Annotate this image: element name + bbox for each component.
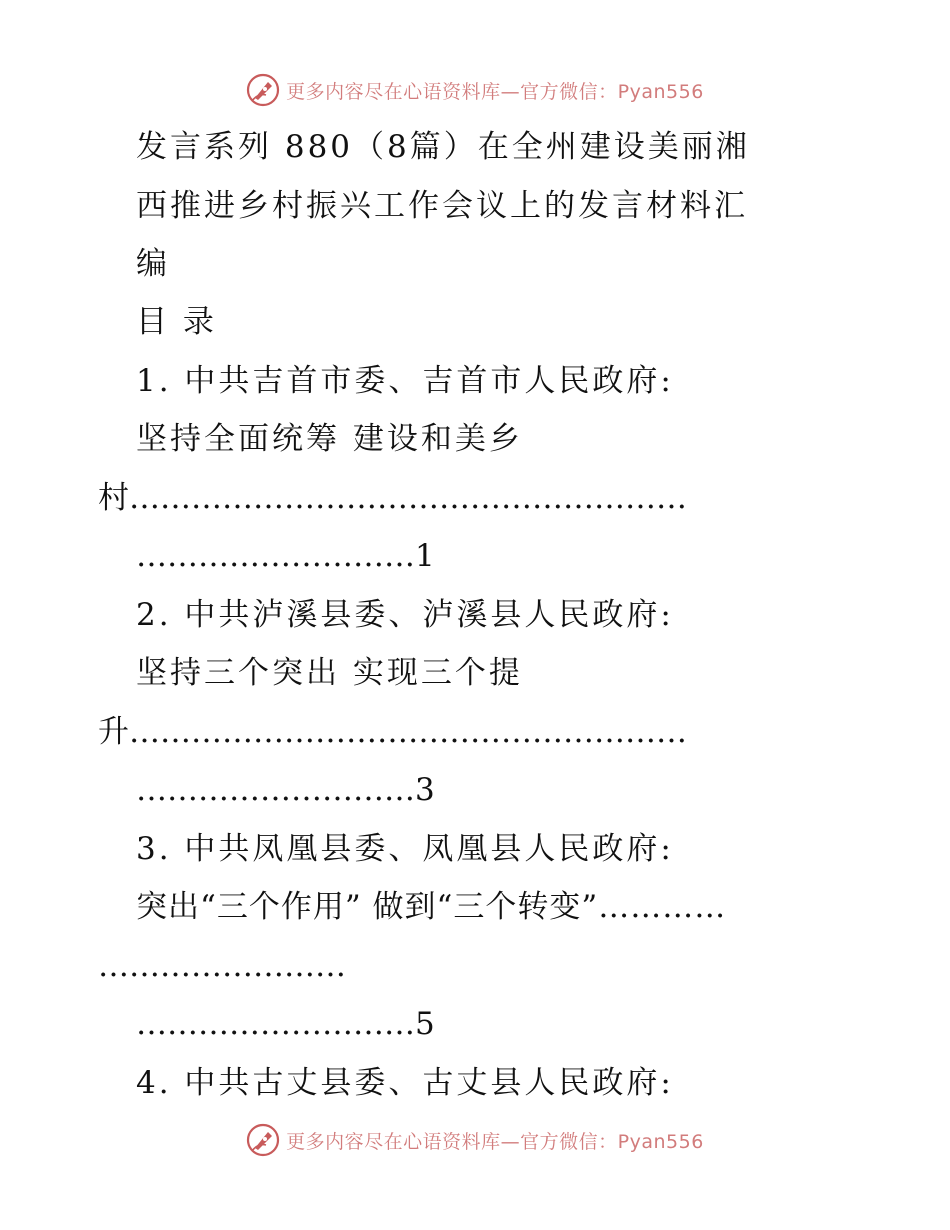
- toc-entry-3-leader: ……………………: [98, 948, 346, 984]
- watermark-text: 更多内容尽在心语资料库—官方微信：Pyan556: [286, 1130, 704, 1153]
- toc-heading: 目 录: [136, 304, 217, 340]
- toc-entry-2-page: ………………………3: [136, 772, 435, 808]
- toc-entry-3-org: 3. 中共凤凰县委、凤凰县人民政府:: [136, 831, 674, 867]
- toc-entry-2-leader: 升………………………………………………: [98, 714, 687, 750]
- toc-entry-1-leader: 村………………………………………………: [98, 480, 687, 516]
- toc-entry-3-page: ………………………5: [136, 1006, 435, 1042]
- toc-entry-1-org: 1. 中共吉首市委、吉首市人民政府:: [136, 363, 674, 399]
- toc-entry-1-title: 坚持全面统筹 建设和美乡: [136, 421, 523, 457]
- document-title-line-3: 编: [136, 246, 170, 282]
- pen-nib-logo-icon: [246, 1123, 280, 1157]
- toc-entry-2-title: 坚持三个突出 实现三个提: [136, 655, 523, 691]
- document-title-line-1: 发言系列 880（8篇）在全州建设美丽湘: [136, 129, 750, 165]
- toc-entry-4-org: 4. 中共古丈县委、古丈县人民政府:: [136, 1065, 674, 1101]
- watermark-footer: [0, 1120, 950, 1160]
- toc-entry-3-title: 突出“三个作用” 做到“三个转变”…………: [136, 889, 727, 925]
- toc-entry-2-org: 2. 中共泸溪县委、泸溪县人民政府:: [136, 597, 674, 633]
- document-title-line-2: 西推进乡村振兴工作会议上的发言材料汇: [136, 188, 748, 224]
- toc-entry-1-page: ………………………1: [136, 538, 435, 574]
- watermark-text: 更多内容尽在心语资料库—官方微信：Pyan556: [286, 80, 704, 103]
